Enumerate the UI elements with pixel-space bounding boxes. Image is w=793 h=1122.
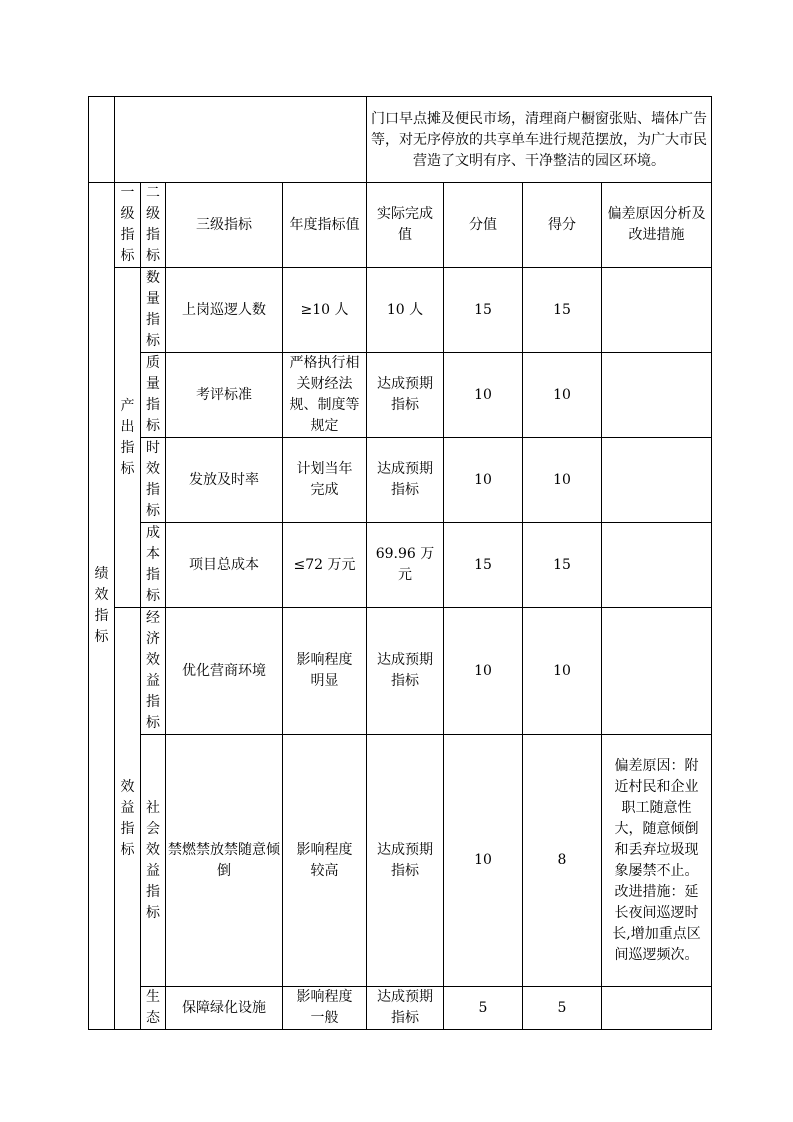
group-output: 产出指标: [115, 268, 141, 608]
note-cell: 偏差原因：附近村民和企业职工随意性大，随意倾倒和丢弃垃圾现象屡禁不止。改进措施：延长夜间巡逻时长,增加重点区间巡逻频次。: [602, 735, 712, 987]
level3-cell: 保障绿化设施: [166, 987, 283, 1030]
summary-text: 门口早点摊及便民市场，清理商户橱窗张贴、墙体广告等，对无序停放的共享单车进行规范摆放，为广大市民营造了文明有序、干净整洁的园区环境。: [367, 97, 712, 183]
table-row: [89, 987, 712, 1030]
header-score: 得分: [523, 183, 602, 268]
score-cell: 8: [523, 735, 602, 987]
value-cell: 10: [444, 735, 523, 987]
actual-cell: 69.96 万元: [367, 523, 444, 608]
table-row: [89, 735, 712, 987]
level3-cell: 禁燃禁放禁随意倾倒: [166, 735, 283, 987]
table-row: [89, 438, 712, 523]
annual-cell: 影响程度一般: [283, 987, 367, 1030]
actual-cell: 10 人: [367, 268, 444, 353]
annual-cell: 影响程度较高: [283, 735, 367, 987]
note-cell: [602, 353, 712, 438]
header-deviation: 偏差原因分析及改进措施: [602, 183, 712, 268]
actual-cell: 达成预期指标: [367, 438, 444, 523]
note-cell: [602, 608, 712, 735]
header-score-value: 分值: [444, 183, 523, 268]
note-cell: [602, 523, 712, 608]
level3-cell: 优化营商环境: [166, 608, 283, 735]
header-level2: 二级指标: [141, 183, 166, 268]
level2-cell: 社会效益指标: [141, 735, 166, 987]
note-cell: [602, 438, 712, 523]
value-cell: 15: [444, 268, 523, 353]
level2-cell: 成本指标: [141, 523, 166, 608]
level2-cell: 时效指标: [141, 438, 166, 523]
level3-cell: 考评标准: [166, 353, 283, 438]
note-cell: [602, 268, 712, 353]
group-benefit: 效益指标: [115, 608, 141, 1030]
header-actual: 实际完成值: [367, 183, 444, 268]
score-cell: 10: [523, 608, 602, 735]
table-row: [89, 523, 712, 608]
section-label: 绩效指标: [89, 183, 115, 1030]
annual-cell: ≥10 人: [283, 268, 367, 353]
value-cell: 10: [444, 608, 523, 735]
table-row: [89, 268, 712, 353]
annual-cell: 计划当年完成: [283, 438, 367, 523]
annual-cell: 影响程度明显: [283, 608, 367, 735]
actual-cell: 达成预期指标: [367, 987, 444, 1030]
header-level1: 一级指标: [115, 183, 141, 268]
score-cell: 15: [523, 268, 602, 353]
value-cell: 10: [444, 438, 523, 523]
level2-cell: 经济效益指标: [141, 608, 166, 735]
level3-cell: 发放及时率: [166, 438, 283, 523]
annual-cell: 严格执行相关财经法规、制度等规定: [283, 353, 367, 438]
score-cell: 10: [523, 438, 602, 523]
score-cell: 10: [523, 353, 602, 438]
value-cell: 10: [444, 353, 523, 438]
table-row: [89, 353, 712, 438]
value-cell: 15: [444, 523, 523, 608]
value-cell: 5: [444, 987, 523, 1030]
score-cell: 15: [523, 523, 602, 608]
performance-table: [88, 96, 712, 1030]
blank-cell: [115, 97, 367, 183]
table-row: [89, 608, 712, 735]
header-level3: 三级指标: [166, 183, 283, 268]
annual-cell: ≤72 万元: [283, 523, 367, 608]
level3-cell: 项目总成本: [166, 523, 283, 608]
note-cell: [602, 987, 712, 1030]
blank-cell: [89, 97, 115, 183]
header-annual: 年度指标值: [283, 183, 367, 268]
actual-cell: 达成预期指标: [367, 608, 444, 735]
actual-cell: 达成预期指标: [367, 735, 444, 987]
level2-cell: 质量指标: [141, 353, 166, 438]
level2-cell: 生态: [141, 987, 166, 1030]
level3-cell: 上岗巡逻人数: [166, 268, 283, 353]
score-cell: 5: [523, 987, 602, 1030]
actual-cell: 达成预期指标: [367, 353, 444, 438]
level2-cell: 数量指标: [141, 268, 166, 353]
